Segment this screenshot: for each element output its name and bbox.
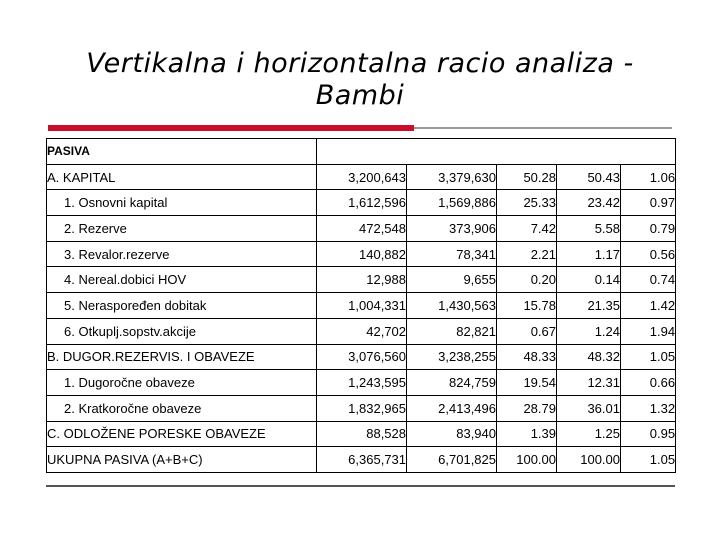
row-value: 100.00	[497, 447, 557, 473]
table-row	[47, 216, 676, 242]
row-value: 21.35	[557, 293, 621, 319]
row-value: 0.66	[621, 370, 676, 396]
row-value: 1,243,595	[317, 370, 407, 396]
row-value: 1,832,965	[317, 395, 407, 421]
row-value: 0.67	[497, 318, 557, 344]
table-header-row	[47, 139, 676, 165]
bottom-divider-line	[46, 485, 675, 487]
table-row	[47, 344, 676, 370]
row-value: 0.97	[621, 190, 676, 216]
table-row	[47, 164, 676, 190]
row-value: 50.28	[497, 164, 557, 190]
row-value: 42,702	[317, 318, 407, 344]
table-row	[47, 395, 676, 421]
row-label: 4. Nereal.dobici HOV	[47, 267, 317, 293]
row-value: 12.31	[557, 370, 621, 396]
row-value: 6,365,731	[317, 447, 407, 473]
row-label: B. DUGOR.REZERVIS. I OBAVEZE	[47, 344, 317, 370]
row-value: 0.20	[497, 267, 557, 293]
table-row	[47, 267, 676, 293]
table-row	[47, 293, 676, 319]
row-value: 25.33	[497, 190, 557, 216]
row-value: 100.00	[557, 447, 621, 473]
row-value: 2.21	[497, 241, 557, 267]
row-value: 1,430,563	[407, 293, 497, 319]
row-value: 1.42	[621, 293, 676, 319]
row-value: 1,612,596	[317, 190, 407, 216]
row-value: 472,548	[317, 216, 407, 242]
row-value: 1.17	[557, 241, 621, 267]
row-label: 3. Revalor.rezerve	[47, 241, 317, 267]
row-value: 82,821	[407, 318, 497, 344]
row-label: 2. Rezerve	[47, 216, 317, 242]
row-label: A. KAPITAL	[47, 164, 317, 190]
row-value: 1.05	[621, 447, 676, 473]
row-value: 1.32	[621, 395, 676, 421]
row-label: 2. Kratkoročne obaveze	[47, 395, 317, 421]
row-value: 3,076,560	[317, 344, 407, 370]
row-label: 1. Osnovni kapital	[47, 190, 317, 216]
row-value: 9,655	[407, 267, 497, 293]
row-label: C. ODLOŽENE PORESKE OBAVEZE	[47, 421, 317, 447]
row-value: 0.95	[621, 421, 676, 447]
row-value: 140,882	[317, 241, 407, 267]
row-value: 48.32	[557, 344, 621, 370]
title-divider-line	[414, 127, 672, 129]
row-value: 0.14	[557, 267, 621, 293]
row-value: 1.94	[621, 318, 676, 344]
row-value: 19.54	[497, 370, 557, 396]
row-value: 78,341	[407, 241, 497, 267]
row-value: 0.56	[621, 241, 676, 267]
table-header-label: PASIVA	[47, 139, 317, 165]
row-value: 1.05	[621, 344, 676, 370]
row-value: 373,906	[407, 216, 497, 242]
row-value: 23.42	[557, 190, 621, 216]
slide-title: Vertikalna i horizontalna racio analiza - Bambi	[86, 48, 634, 111]
title-accent-bar	[48, 125, 414, 131]
row-label: 6. Otkuplj.sopstv.akcije	[47, 318, 317, 344]
row-value: 36.01	[557, 395, 621, 421]
table-row	[47, 241, 676, 267]
row-value: 83,940	[407, 421, 497, 447]
row-value: 48.33	[497, 344, 557, 370]
row-value: 1.06	[621, 164, 676, 190]
row-value: 1.39	[497, 421, 557, 447]
row-value: 824,759	[407, 370, 497, 396]
row-value: 3,379,630	[407, 164, 497, 190]
row-value: 0.79	[621, 216, 676, 242]
row-value: 50.43	[557, 164, 621, 190]
table-row	[47, 421, 676, 447]
table-row	[47, 370, 676, 396]
table-header-empty	[317, 139, 676, 165]
row-value: 12,988	[317, 267, 407, 293]
row-value: 28.79	[497, 395, 557, 421]
row-label: UKUPNA PASIVA (A+B+C)	[47, 447, 317, 473]
row-value: 3,238,255	[407, 344, 497, 370]
table-row	[47, 318, 676, 344]
row-label: 5. Neraspoređen dobitak	[47, 293, 317, 319]
row-value: 1,004,331	[317, 293, 407, 319]
row-value: 5.58	[557, 216, 621, 242]
row-value: 88,528	[317, 421, 407, 447]
row-value: 1.25	[557, 421, 621, 447]
row-value: 6,701,825	[407, 447, 497, 473]
row-value: 0.74	[621, 267, 676, 293]
row-value: 1.24	[557, 318, 621, 344]
table-row	[47, 190, 676, 216]
row-value: 3,200,643	[317, 164, 407, 190]
table-row	[47, 447, 676, 473]
row-value: 7.42	[497, 216, 557, 242]
row-label: 1. Dugoročne obaveze	[47, 370, 317, 396]
row-value: 1,569,886	[407, 190, 497, 216]
row-value: 15.78	[497, 293, 557, 319]
pasiva-table	[46, 138, 676, 473]
row-value: 2,413,496	[407, 395, 497, 421]
